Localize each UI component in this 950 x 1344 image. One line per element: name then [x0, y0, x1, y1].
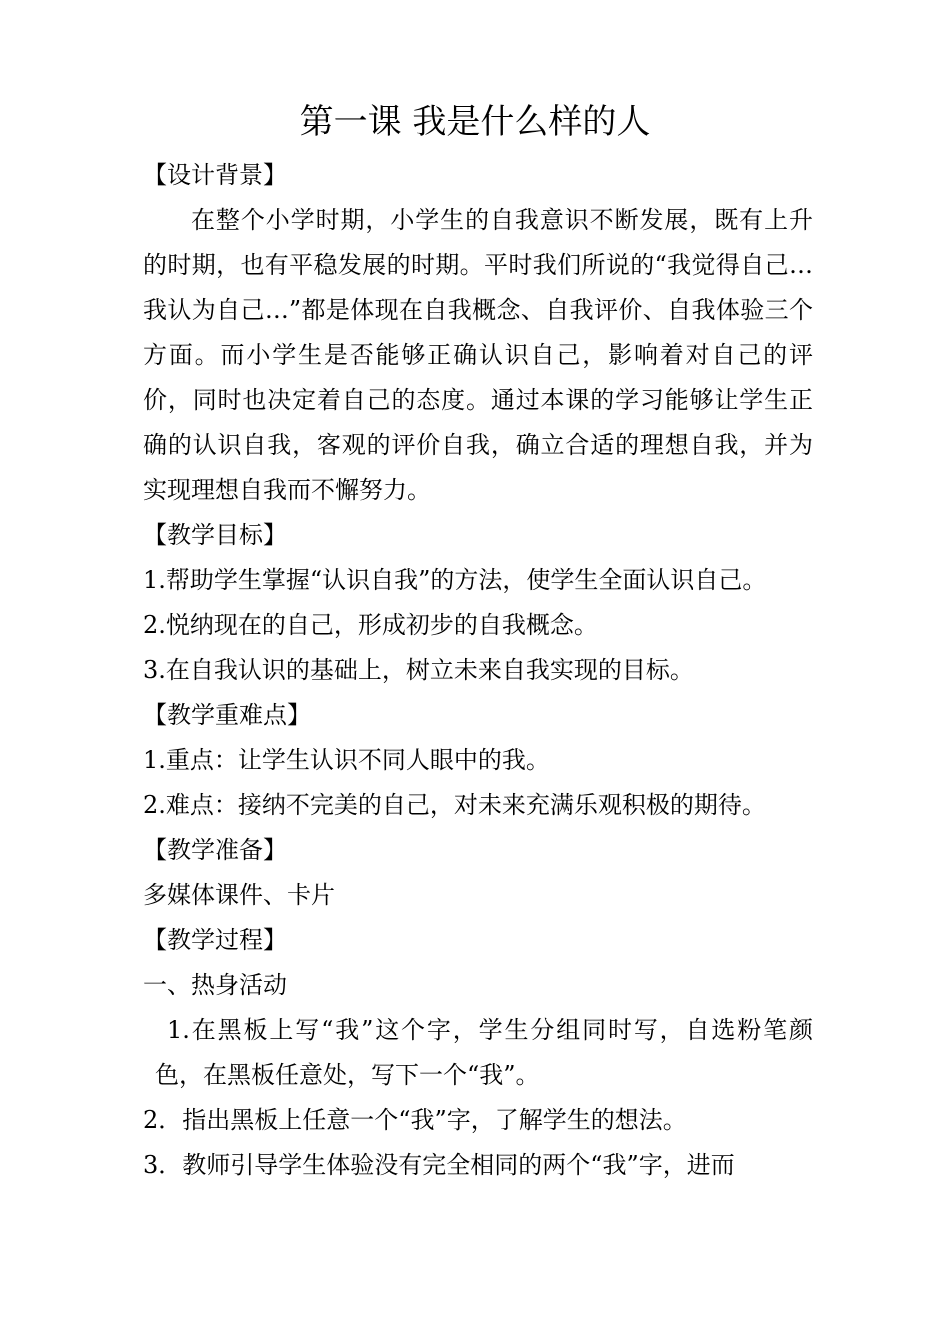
section-heading-preparation: 【教学准备】 — [143, 836, 287, 864]
section-heading-background: 【设计背景】 — [143, 161, 287, 189]
background-paragraph: 在整个小学时期，小学生的自我意识不断发展，既有上升的时期，也有平稳发展的时期。平时我们所说的“我觉得自己…我认为自己…”都是体现在自我概念、自我评价、自我体验三个方面。而小学生是否能够正确认识自己，影响着对自己的评价，同时也决定着自己的态度。通过本课的学习能够让学生正确的认识自我，客观的评价自我，确立合适的理想自我，并为实现理想自我而不懈努力。 — [143, 206, 813, 504]
section-heading-goals: 【教学目标】 — [143, 521, 287, 549]
section-heading-process: 【教学过程】 — [143, 926, 287, 954]
process-item-2: 2．指出黑板上任意一个“我”字，了解学生的想法。 — [143, 1106, 687, 1134]
preparation-text: 多媒体课件、卡片 — [143, 881, 335, 909]
key-point-item-1: 1.重点：让学生认识不同人眼中的我。 — [143, 746, 550, 774]
goal-item-2: 2.悦纳现在的自己，形成初步的自我概念。 — [143, 611, 598, 639]
document-title: 第一课 我是什么样的人 — [299, 102, 651, 142]
section-heading-key-points: 【教学重难点】 — [143, 701, 311, 729]
key-point-item-2: 2.难点：接纳不完美的自己，对未来充满乐观积极的期待。 — [143, 791, 766, 819]
process-item-1: 1.在黑板上写“我”这个字，学生分组同时写，自选粉笔颜色，在黑板任意处，写下一个“我”。 — [155, 1016, 813, 1089]
goal-item-3: 3.在自我认识的基础上，树立未来自我实现的目标。 — [143, 656, 694, 684]
goal-item-1: 1.帮助学生掌握“认识自我”的方法，使学生全面认识自己。 — [143, 566, 767, 594]
process-subheading: 一、热身活动 — [143, 971, 287, 999]
document-body — [143, 153, 813, 1188]
process-item-3: 3．教师引导学生体验没有完全相同的两个“我”字，进而 — [143, 1151, 735, 1179]
